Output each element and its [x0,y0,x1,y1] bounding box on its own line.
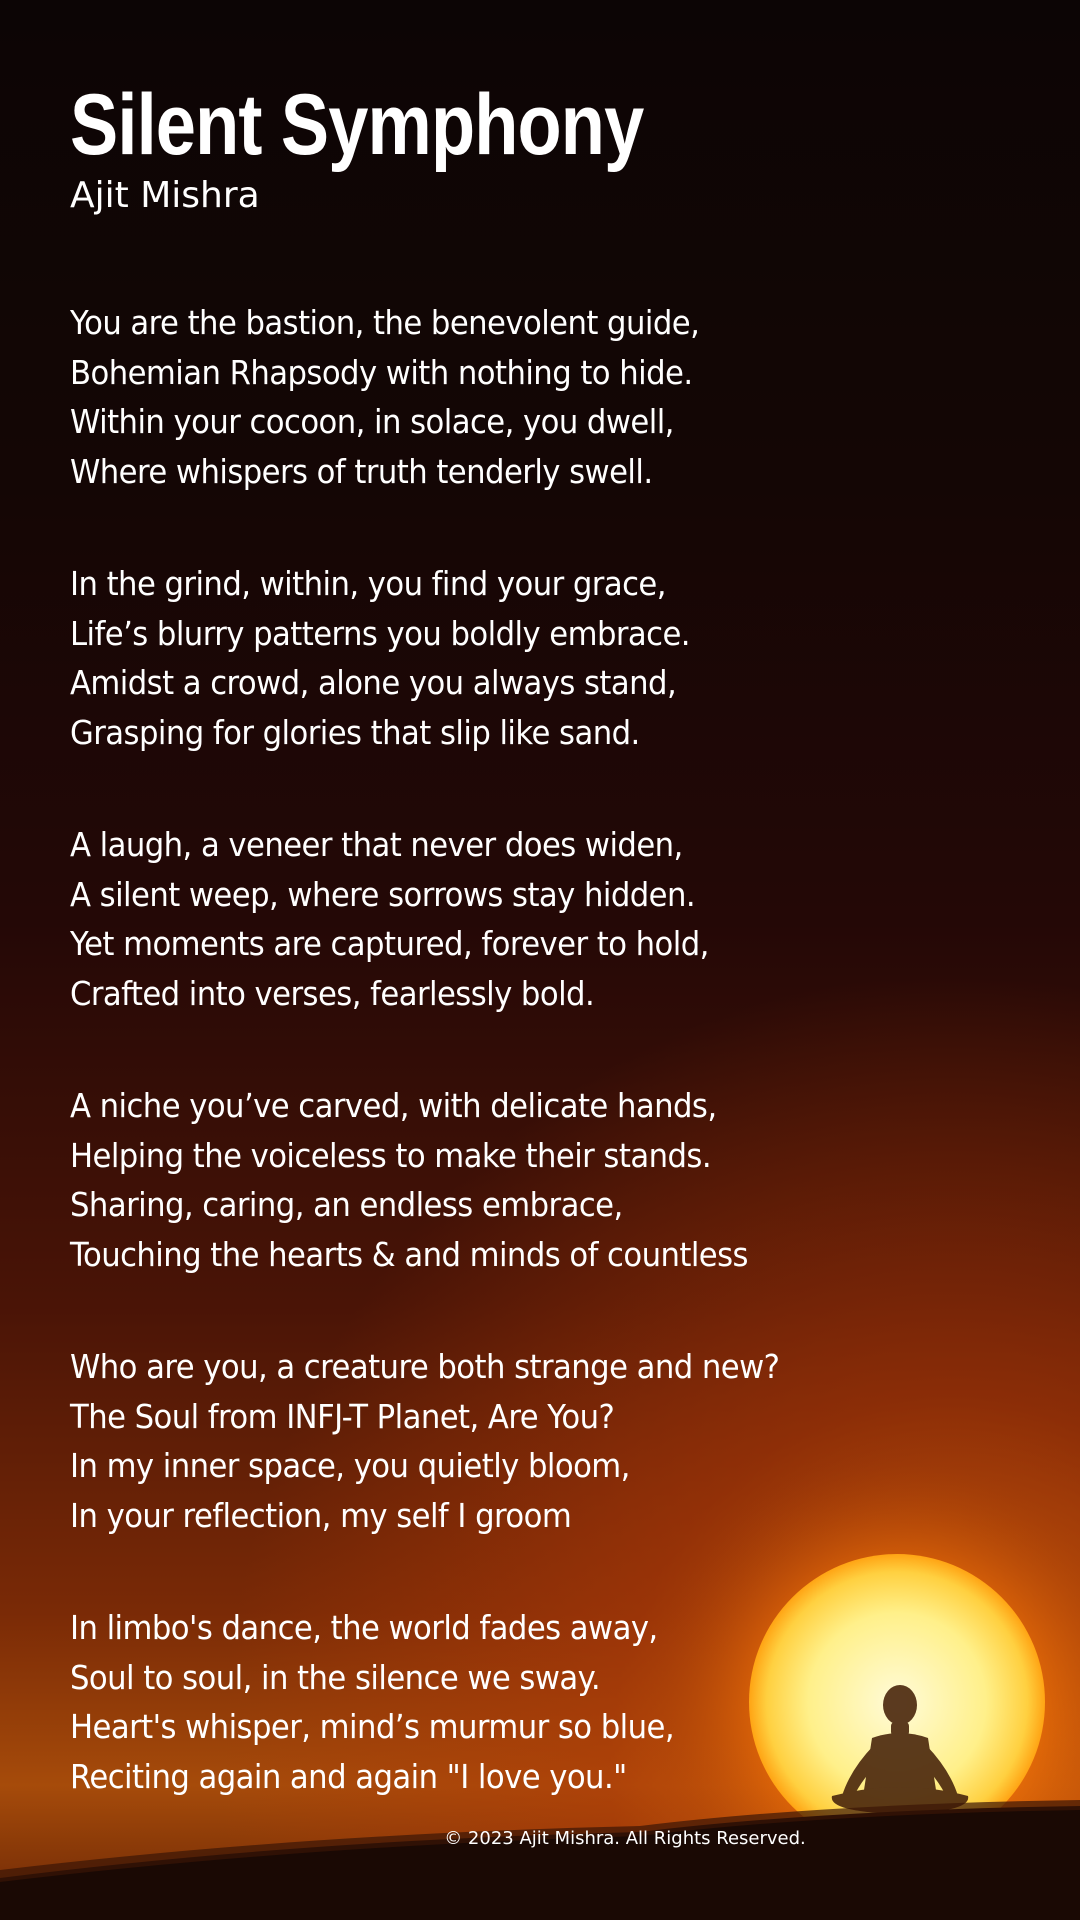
poem-line: Soul to soul, in the silence we sway. [70,1657,601,1697]
poem-author: Ajit Mishra [70,175,260,216]
stanza [70,1081,930,1279]
poem-line: In my inner space, you quietly bloom, [70,1446,630,1485]
stanza [70,820,930,1018]
poem-line: The Soul from INFJ-T Planet, Are You? [70,1396,615,1436]
poem-line: Sharing, caring, an endless embrace, [70,1185,623,1224]
poem-line: A niche you’ve carved, with delicate hands, [70,1086,717,1125]
stanza [70,559,930,757]
poem-line: A silent weep, where sorrows stay hidden. [70,874,696,914]
copyright-notice: © 2023 Ajit Mishra. All Rights Reserved. [444,1828,806,1849]
poem-title: Silent Symphony [70,77,644,173]
poem-line: Heart's whisper, mind’s murmur so blue, [70,1707,675,1746]
poem-body [70,298,930,1864]
poem-line: Bohemian Rhapsody with nothing to hide. [70,352,693,392]
poem-line: Touching the hearts & and minds of countless [70,1234,748,1274]
poem-line: Grasping for glories that slip like sand. [70,712,640,752]
poem-line: Where whispers of truth tenderly swell. [70,451,653,491]
poem-line: You are the bastion, the benevolent guide, [70,303,700,342]
poem-line: Who are you, a creature both strange and new? [70,1347,780,1386]
stanza [70,298,930,496]
poem-line: Life’s blurry patterns you boldly embrace. [70,613,691,653]
poem-line: In the grind, within, you find your grace, [70,564,666,603]
poem-line: Crafted into verses, fearlessly bold. [70,973,595,1013]
poem-line: Yet moments are captured, forever to hold, [70,924,709,963]
stanza [70,1342,930,1540]
poem-line: Within your cocoon, in solace, you dwell, [70,402,674,441]
poem-line: A laugh, a veneer that never does widen, [70,825,683,864]
poem-line: Helping the voiceless to make their stands. [70,1135,712,1175]
poem-line: In limbo's dance, the world fades away, [70,1608,658,1647]
poem-line: Reciting again and again "I love you." [70,1756,627,1796]
poem-line: In your reflection, my self I groom [70,1495,572,1535]
stanza [70,1603,930,1801]
poem-line: Amidst a crowd, alone you always stand, [70,663,677,702]
